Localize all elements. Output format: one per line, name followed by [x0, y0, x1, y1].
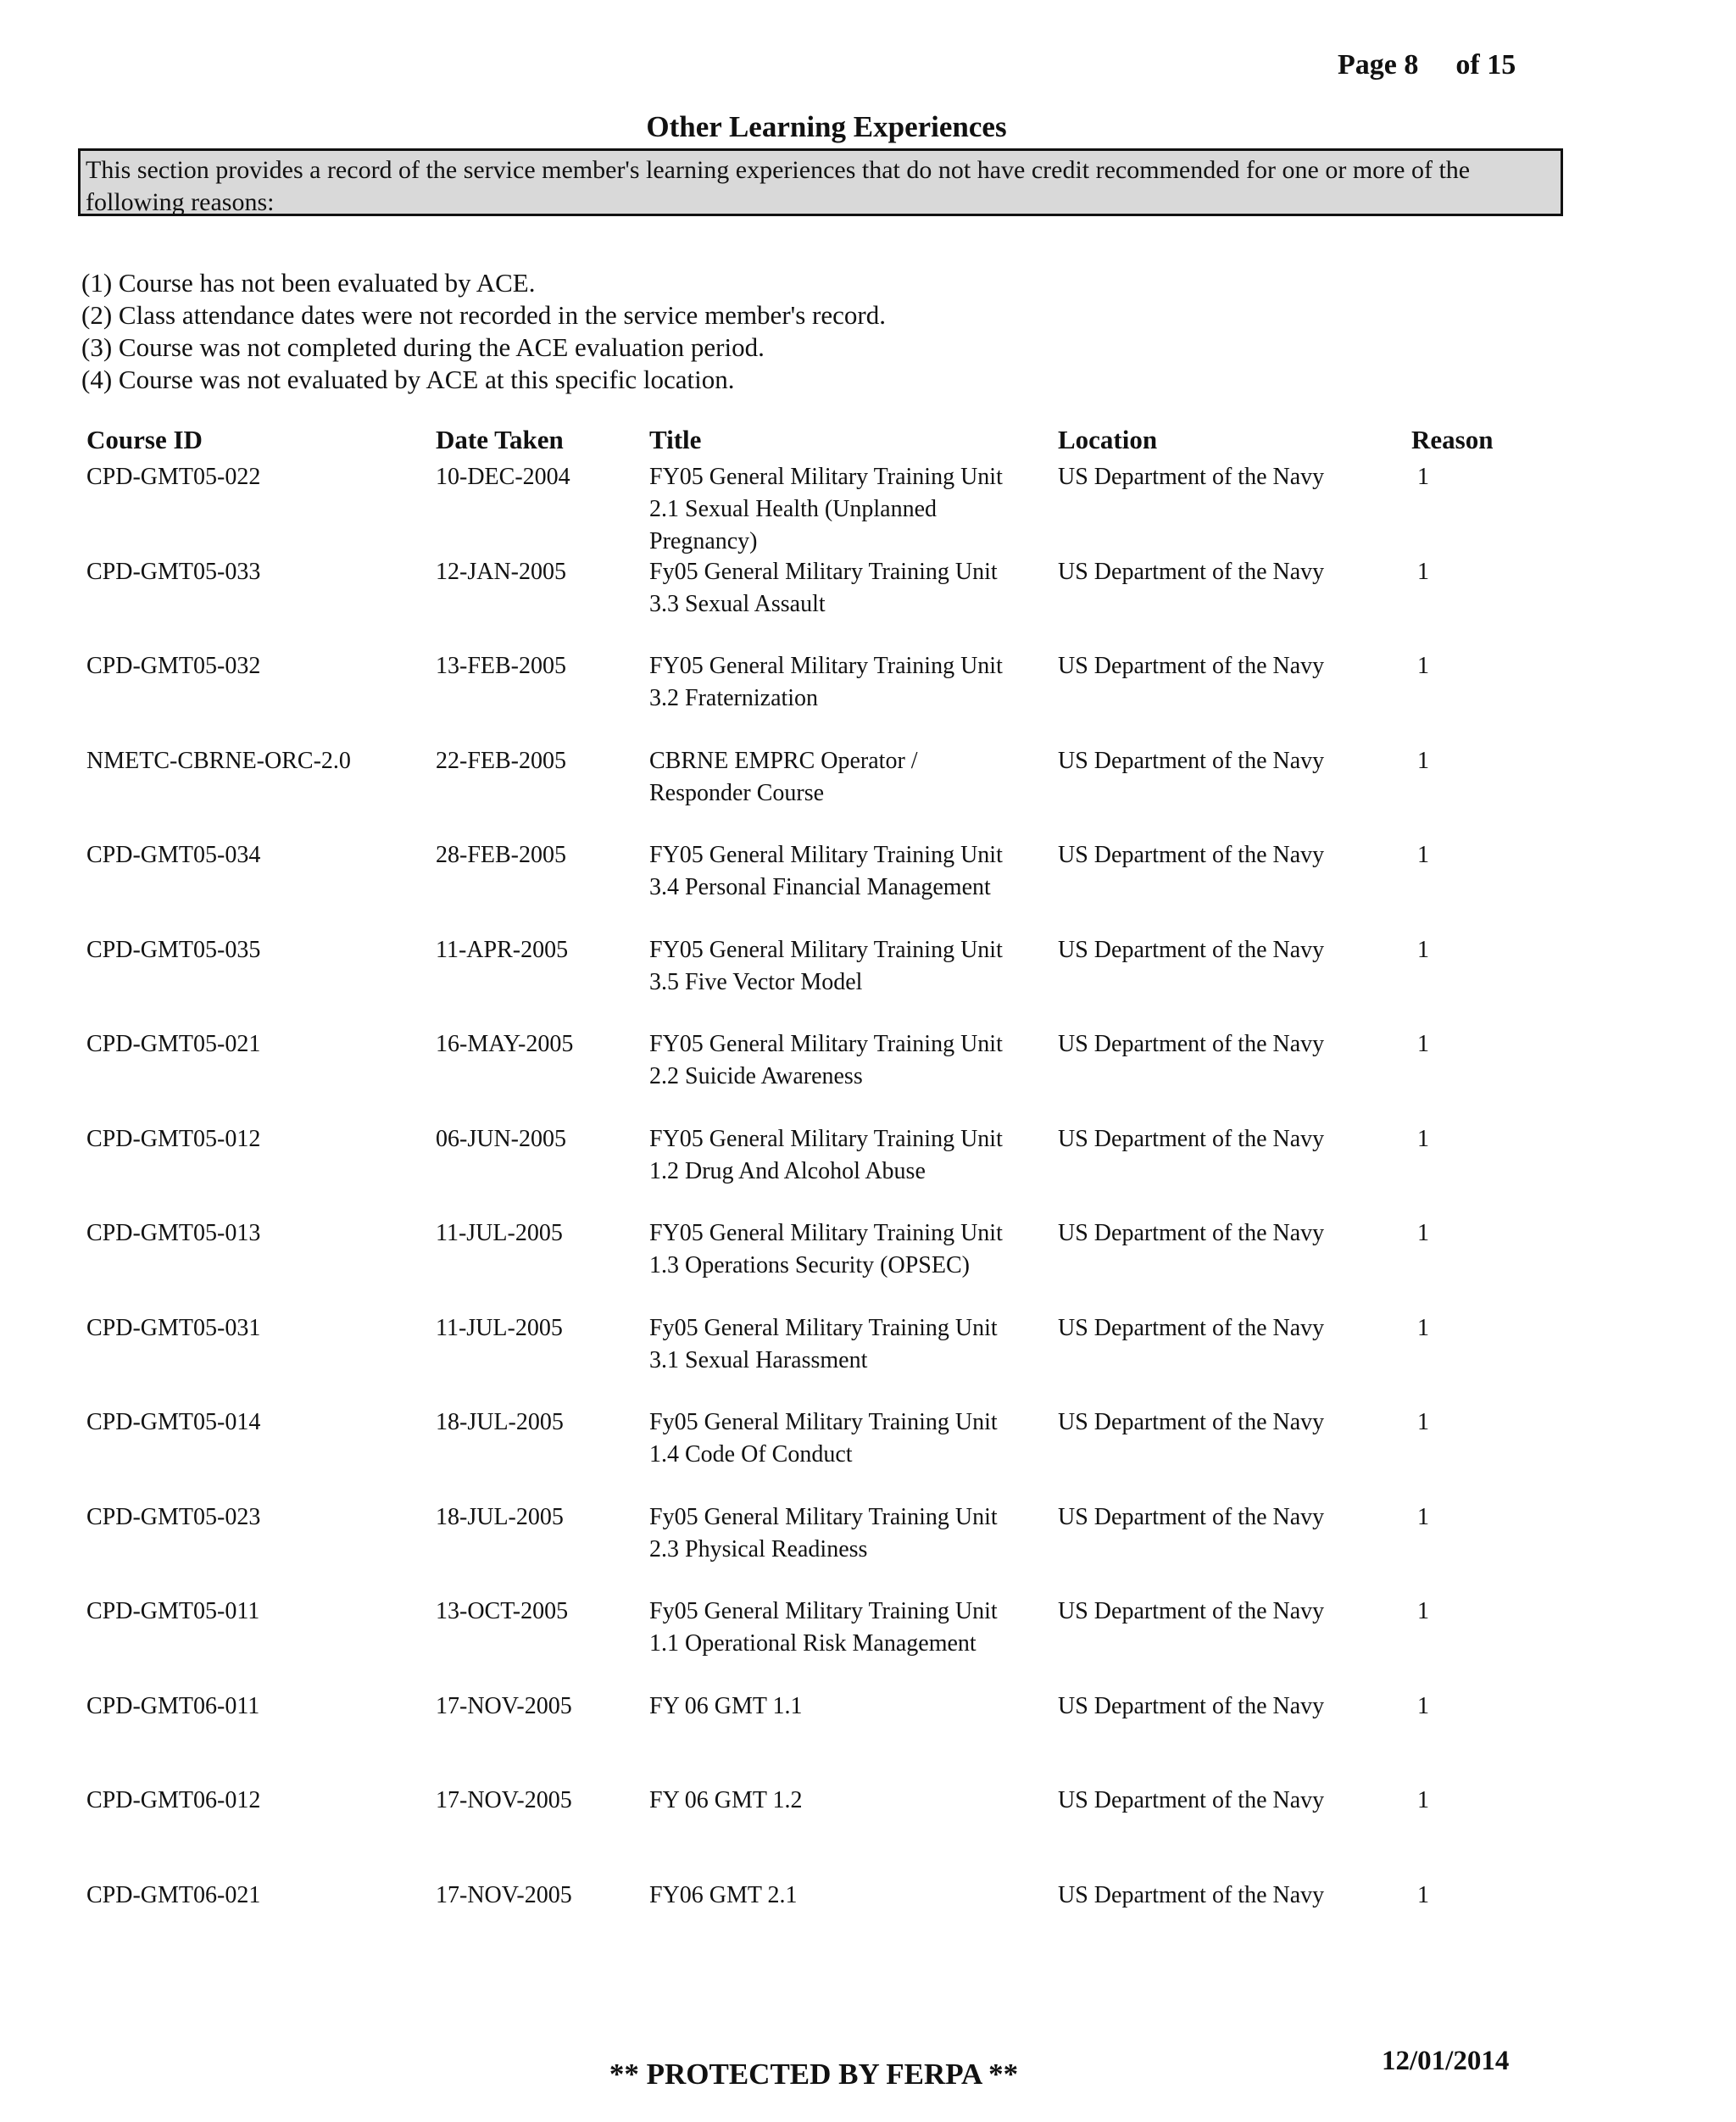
title-cell — [649, 1217, 1056, 1282]
date-taken-cell: 06-JUN-2005 — [436, 1125, 566, 1152]
course-id-cell: CPD-GMT05-035 — [86, 936, 261, 963]
reason-cell: 1 — [1417, 1503, 1429, 1530]
course-id-cell: CPD-GMT05-034 — [86, 842, 261, 868]
course-id-cell: CPD-GMT05-011 — [86, 1598, 260, 1624]
table-row — [0, 1312, 1736, 1406]
title-line: 3.2 Fraternization — [649, 685, 819, 711]
table-row — [0, 934, 1736, 1028]
reason-cell: 1 — [1417, 1220, 1429, 1246]
location-cell: US Department of the Navy — [1058, 1409, 1325, 1435]
table-row — [0, 1217, 1736, 1312]
course-id-cell: CPD-GMT05-032 — [86, 653, 261, 679]
reason-item: (4) Course was not evaluated by ACE at this specific location. — [81, 365, 735, 394]
title-cell — [649, 1690, 1056, 1723]
reason-cell: 1 — [1417, 1787, 1429, 1813]
location-cell: US Department of the Navy — [1058, 1787, 1325, 1813]
date-taken-cell: 16-MAY-2005 — [436, 1031, 574, 1057]
title-line: 1.2 Drug And Alcohol Abuse — [649, 1157, 926, 1184]
title-line: 1.1 Operational Risk Management — [649, 1630, 976, 1657]
table-row — [0, 1406, 1736, 1501]
reason-cell: 1 — [1417, 1031, 1429, 1057]
title-cell — [649, 1406, 1056, 1471]
title-line: Responder Course — [649, 779, 825, 806]
title-line: 3.4 Personal Financial Management — [649, 874, 991, 900]
title-line: 1.3 Operations Security (OPSEC) — [649, 1252, 970, 1278]
title-line: 3.3 Sexual Assault — [649, 590, 826, 617]
course-id-cell: CPD-GMT05-033 — [86, 558, 261, 585]
reason-item: (2) Class attendance dates were not recorded in the service member's record. — [81, 300, 886, 330]
section-notice: This section provides a record of the service member's learning experiences that do not have credit recommended for one or more of the following reasons: — [78, 148, 1563, 216]
reason-cell: 1 — [1417, 653, 1429, 679]
reason-item: (1) Course has not been evaluated by ACE. — [81, 268, 536, 298]
table-row — [0, 556, 1736, 650]
date-taken-cell: 11-APR-2005 — [436, 936, 569, 963]
date-taken-cell: 11-JUL-2005 — [436, 1220, 563, 1246]
table-row — [0, 1596, 1736, 1690]
title-line: FY06 GMT 2.1 — [649, 1881, 798, 1908]
title-line: Fy05 General Military Training Unit — [649, 1409, 998, 1435]
course-id-cell: CPD-GMT05-012 — [86, 1125, 261, 1152]
course-id-cell: CPD-GMT05-021 — [86, 1031, 261, 1057]
reason-cell: 1 — [1417, 1598, 1429, 1624]
title-cell — [649, 839, 1056, 904]
reason-cell: 1 — [1417, 558, 1429, 585]
table-row — [0, 745, 1736, 839]
title-line: Pregnancy) — [649, 528, 758, 554]
title-line: Fy05 General Military Training Unit — [649, 1503, 998, 1530]
title-cell — [649, 1123, 1056, 1188]
title-line: FY05 General Military Training Unit — [649, 1220, 1003, 1246]
title-cell — [649, 1028, 1056, 1093]
title-line: Fy05 General Military Training Unit — [649, 1314, 998, 1341]
course-id-cell: CPD-GMT06-021 — [86, 1881, 261, 1908]
date-taken-cell: 17-NOV-2005 — [436, 1881, 572, 1908]
reason-item: (3) Course was not completed during the ACE evaluation period. — [81, 332, 765, 362]
title-line: 2.2 Suicide Awareness — [649, 1063, 863, 1089]
course-id-cell: NMETC-CBRNE-ORC-2.0 — [86, 747, 351, 774]
table-row — [0, 839, 1736, 933]
location-cell: US Department of the Navy — [1058, 1598, 1325, 1624]
course-id-cell: CPD-GMT05-013 — [86, 1220, 261, 1246]
title-cell — [649, 1785, 1056, 1817]
reason-cell: 1 — [1417, 1409, 1429, 1435]
table-row — [0, 650, 1736, 744]
title-line: FY05 General Military Training Unit — [649, 936, 1003, 963]
course-id-cell: CPD-GMT05-023 — [86, 1503, 261, 1530]
reason-cell: 1 — [1417, 1881, 1429, 1908]
title-line: FY05 General Military Training Unit — [649, 653, 1003, 679]
date-taken-cell: 28-FEB-2005 — [436, 842, 566, 868]
date-taken-cell: 18-JUL-2005 — [436, 1409, 564, 1435]
page-number: 8 — [1404, 49, 1419, 81]
location-cell: US Department of the Navy — [1058, 936, 1325, 963]
title-cell — [649, 1501, 1056, 1566]
location-cell: US Department of the Navy — [1058, 558, 1325, 585]
title-line: FY05 General Military Training Unit — [649, 842, 1003, 868]
title-cell — [649, 650, 1056, 715]
location-cell: US Department of the Navy — [1058, 1314, 1325, 1341]
title-line: 3.1 Sexual Harassment — [649, 1346, 868, 1373]
title-line: Fy05 General Military Training Unit — [649, 1598, 998, 1624]
location-cell: US Department of the Navy — [1058, 1692, 1325, 1719]
title-line: FY05 General Military Training Unit — [649, 464, 1003, 490]
reason-cell: 1 — [1417, 747, 1429, 774]
reason-cell: 1 — [1417, 936, 1429, 963]
title-line: 1.4 Code Of Conduct — [649, 1441, 853, 1468]
title-cell — [649, 745, 1056, 810]
table-row — [0, 1880, 1736, 1974]
col-header-title: Title — [649, 425, 702, 454]
title-cell — [649, 556, 1056, 621]
table-row — [0, 1501, 1736, 1596]
col-header-date-taken: Date Taken — [436, 425, 564, 454]
table-row — [0, 1785, 1736, 1879]
reason-cell: 1 — [1417, 1125, 1429, 1152]
page-indicator — [1338, 49, 1516, 81]
date-taken-cell: 17-NOV-2005 — [436, 1787, 572, 1813]
location-cell: US Department of the Navy — [1058, 1881, 1325, 1908]
title-cell — [649, 461, 1056, 558]
title-line: FY05 General Military Training Unit — [649, 1125, 1003, 1152]
date-taken-cell: 13-FEB-2005 — [436, 653, 566, 679]
print-date: 12/01/2014 — [1382, 2046, 1510, 2076]
title-line: FY 06 GMT 1.2 — [649, 1787, 803, 1813]
location-cell: US Department of the Navy — [1058, 1220, 1325, 1246]
ferpa-notice: ** PROTECTED BY FERPA ** — [609, 2058, 1019, 2091]
title-line: 2.1 Sexual Health (Unplanned — [649, 496, 938, 522]
date-taken-cell: 13-OCT-2005 — [436, 1598, 569, 1624]
title-cell — [649, 934, 1056, 999]
table-row — [0, 1028, 1736, 1122]
col-header-course-id: Course ID — [86, 425, 203, 454]
date-taken-cell: 10-DEC-2004 — [436, 464, 570, 490]
title-line: 2.3 Physical Readiness — [649, 1535, 868, 1562]
of-label: of — [1455, 49, 1480, 81]
section-title: Other Learning Experiences — [646, 110, 1007, 143]
date-taken-cell: 18-JUL-2005 — [436, 1503, 564, 1530]
location-cell: US Department of the Navy — [1058, 464, 1325, 490]
location-cell: US Department of the Navy — [1058, 653, 1325, 679]
title-line: CBRNE EMPRC Operator / — [649, 747, 918, 774]
title-line: FY 06 GMT 1.1 — [649, 1692, 803, 1719]
col-header-reason: Reason — [1411, 425, 1494, 454]
course-id-cell: CPD-GMT05-031 — [86, 1314, 261, 1341]
reason-cell: 1 — [1417, 842, 1429, 868]
col-header-location: Location — [1058, 425, 1158, 454]
title-cell — [649, 1596, 1056, 1660]
title-line: 3.5 Five Vector Model — [649, 968, 863, 995]
title-line: Fy05 General Military Training Unit — [649, 558, 998, 585]
title-cell — [649, 1880, 1056, 1912]
course-id-cell: CPD-GMT06-011 — [86, 1692, 260, 1719]
reason-cell: 1 — [1417, 1692, 1429, 1719]
table-row — [0, 1690, 1736, 1785]
location-cell: US Department of the Navy — [1058, 747, 1325, 774]
location-cell: US Department of the Navy — [1058, 1031, 1325, 1057]
title-cell — [649, 1312, 1056, 1377]
table-row — [0, 461, 1736, 555]
reason-cell: 1 — [1417, 464, 1429, 490]
course-id-cell: CPD-GMT05-014 — [86, 1409, 261, 1435]
table-row — [0, 1123, 1736, 1217]
course-id-cell: CPD-GMT05-022 — [86, 464, 261, 490]
title-line: FY05 General Military Training Unit — [649, 1031, 1003, 1057]
course-id-cell: CPD-GMT06-012 — [86, 1787, 261, 1813]
location-cell: US Department of the Navy — [1058, 842, 1325, 868]
location-cell: US Department of the Navy — [1058, 1125, 1325, 1152]
date-taken-cell: 12-JAN-2005 — [436, 558, 566, 585]
page-label: Page — [1338, 49, 1397, 81]
reason-cell: 1 — [1417, 1314, 1429, 1341]
reasons-list — [81, 267, 886, 396]
location-cell: US Department of the Navy — [1058, 1503, 1325, 1530]
date-taken-cell: 11-JUL-2005 — [436, 1314, 563, 1341]
total-pages: 15 — [1487, 49, 1516, 81]
date-taken-cell: 17-NOV-2005 — [436, 1692, 572, 1719]
date-taken-cell: 22-FEB-2005 — [436, 747, 566, 774]
